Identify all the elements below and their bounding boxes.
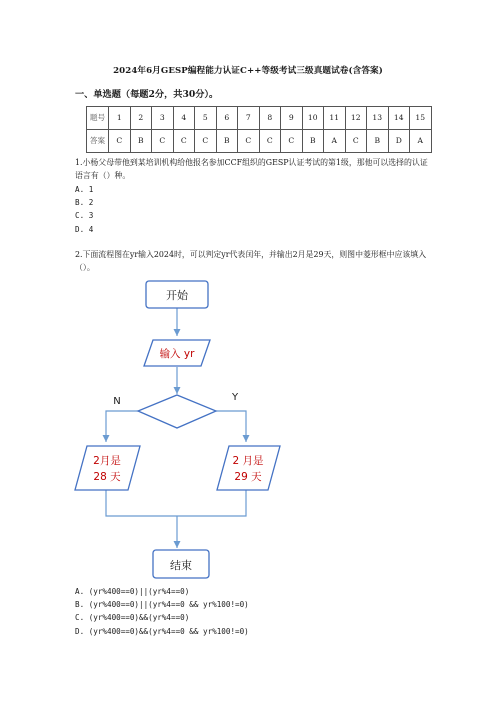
row-header-question-number: 题号 (87, 107, 109, 130)
document-title: 2024年6月GESP编程能力认证C++等级考试三级真题试卷(含答案) (113, 66, 383, 76)
output-29-days-box (217, 446, 280, 490)
answer-cell: C (345, 130, 367, 153)
section-heading: 一、单选题（每题2分，共30分）。 (75, 89, 219, 100)
answer-cell: B (302, 130, 324, 153)
yes-branch-label: Y (231, 392, 239, 403)
option-b: B. (yr%400==0)||(yr%4==0 && yr%100!=0) (75, 600, 249, 610)
answer-cell: C (109, 130, 131, 153)
question-number-cell: 13 (367, 107, 389, 130)
question-number-cell: 14 (388, 107, 410, 130)
question-number-cell: 7 (238, 107, 260, 130)
option-a: A. 1 (75, 185, 94, 194)
question-1-text: 1.小杨父母带他到某培训机构给他报名参加CCF组织的GESP认证考试的第1级，那他可以选择的认证语言有（）种。 (75, 158, 428, 180)
output-28-line2: 28 天 (93, 471, 121, 483)
question-number-cell: 10 (302, 107, 324, 130)
question-number-cell: 8 (259, 107, 281, 130)
question-number-cell: 4 (173, 107, 195, 130)
question-number-cell: 3 (152, 107, 174, 130)
question-number-cell: 9 (281, 107, 303, 130)
answer-table-number-row (87, 107, 432, 130)
question-2-options (75, 585, 249, 638)
row-header-answer: 答案 (87, 130, 109, 153)
answer-cell: C (152, 130, 174, 153)
output-28-days-box (75, 446, 140, 490)
input-label: 输入 yr (159, 348, 195, 360)
question-2-text: 2.下面流程图在yr输入2024时，可以判定yr代表闰年，并输出2月是29天，则图中菱形框中应该填入（）。 (75, 250, 427, 272)
answer-cell: B (130, 130, 152, 153)
answer-table (86, 106, 432, 153)
answer-cell: B (367, 130, 389, 153)
option-a: A. (yr%400==0)||(yr%4==0) (75, 587, 190, 596)
question-number-cell: 6 (216, 107, 238, 130)
output-29-line2: 29 天 (234, 471, 262, 483)
end-label: 结束 (170, 559, 192, 572)
no-branch-label: N (113, 396, 121, 407)
question-number-cell: 1 (109, 107, 131, 130)
flowchart (0, 270, 496, 582)
output-29-line1: 2 月是 (232, 455, 264, 467)
question-number-cell: 5 (195, 107, 217, 130)
answer-table-answer-row (87, 130, 432, 153)
option-c: C. (yr%400==0)&&(yr%4==0) (75, 613, 190, 623)
decision-diamond (138, 395, 216, 428)
answer-cell: C (195, 130, 217, 153)
answer-cell: B (216, 130, 238, 153)
answer-cell: A (324, 130, 346, 153)
start-label: 开始 (166, 289, 188, 302)
answer-cell: D (388, 130, 410, 153)
option-d: D. 4 (75, 224, 94, 234)
question-number-cell: 12 (345, 107, 367, 130)
question-number-cell: 2 (130, 107, 152, 130)
answer-cell: C (173, 130, 195, 153)
answer-cell: C (259, 130, 281, 153)
question-number-cell: 15 (410, 107, 432, 130)
answer-cell: A (410, 130, 432, 153)
option-d: D. (yr%400==0)&&(yr%4==0 && yr%100!=0) (75, 626, 249, 636)
answer-cell: C (281, 130, 303, 153)
output-28-line1: 2月是 (93, 455, 121, 467)
answer-cell: C (238, 130, 260, 153)
option-c: C. 3 (75, 211, 94, 221)
question-1-options (75, 183, 93, 236)
option-b: B. 2 (75, 198, 94, 208)
question-number-cell: 11 (324, 107, 346, 130)
